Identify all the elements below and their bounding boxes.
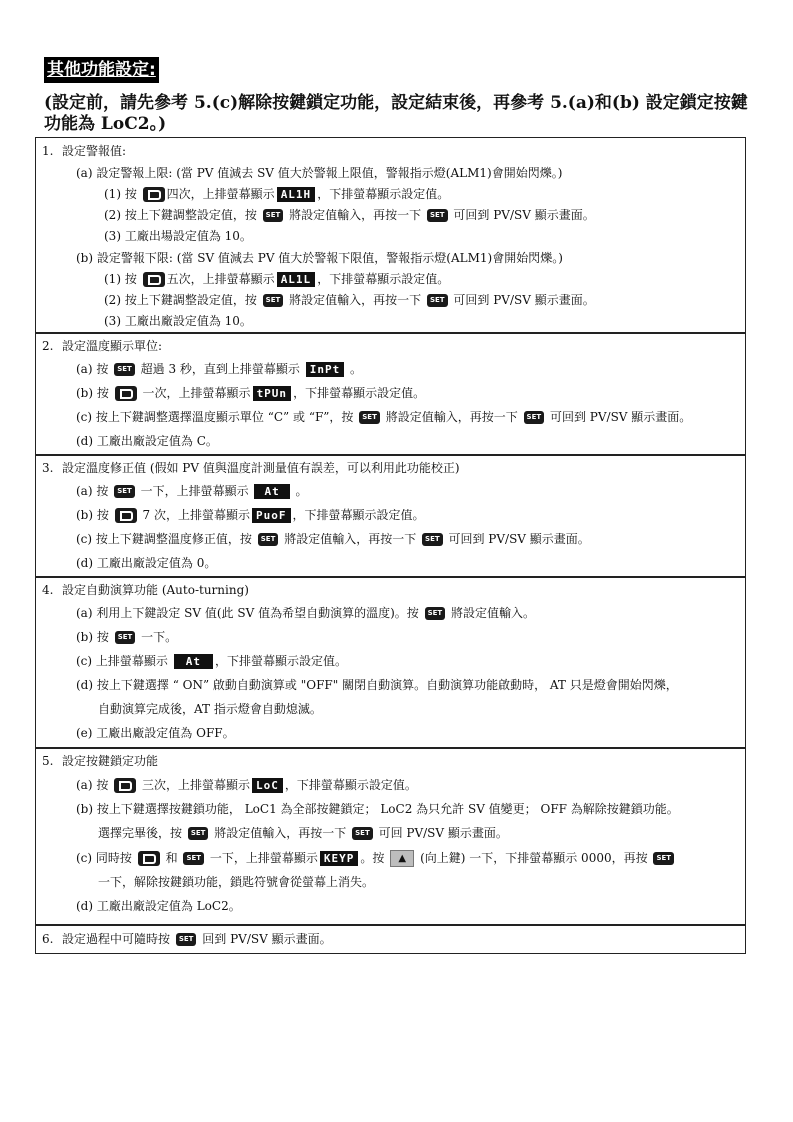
section-heading: 設定溫度修正值 (假如 PV 值與溫度計測量值有誤差，可以利用此功能校正) <box>62 461 460 475</box>
lcd-display: At <box>174 654 213 669</box>
set-key-icon: SET <box>653 852 674 865</box>
section-4: 4. 設定自動演算功能 (Auto-turning) (a) 利用上下鍵設定 SV 值(此 SV 值為希望自動演算的溫度)。按 SET 將設定值輸入。 (b) 按 SET 一下。 (c) 上排螢幕顯示 At ，下排螢幕顯示設定值。 (d) 按上下鍵選擇 “ ON” 啟動自動演算或 "OFF" 關閉自動演算。自動演算功能啟動時， AT 只是燈會開始閃爍， 自動演算完成後，AT 指示燈會自動熄滅。 (e) 工廠出廠設定值為 OFF。 <box>35 576 746 749</box>
lcd-display: InPt <box>306 362 345 377</box>
set-key-icon: SET <box>524 411 545 424</box>
page-title: 其他功能設定: <box>44 57 159 83</box>
set-key-icon: SET <box>352 827 373 840</box>
set-key-icon: SET <box>427 209 448 222</box>
lcd-display: AL1H <box>277 187 316 202</box>
section-heading: 設定溫度顯示單位: <box>62 339 163 353</box>
instruction-text: 設定警報下限: (當 SV 值減去 PV 值大於警報下限值，警報指示燈(ALM1)會開始閃爍。) <box>96 251 563 265</box>
return-key-icon <box>143 187 165 202</box>
set-key-icon: SET <box>114 485 135 498</box>
set-key-icon: SET <box>188 827 209 840</box>
return-key-icon <box>143 272 165 287</box>
section-1: 1. 設定警報值: (a) 設定警報上限: (當 PV 值減去 SV 值大於警報上限值，警報指示燈(ALM1)會開始閃爍。) (1) 按 四次，上排螢幕顯示 AL1H ，下排螢幕顯示設定值。 (2) 按上下鍵調整設定值，按 SET 將設定值輸入，再按一下 SET 可回到 PV/SV 顯示畫面。 (3) 工廠出場設定值為 10。 (b) 設定警報下限: (當 SV 值減去 PV 值大於警報下限值，警報指示燈(ALM1)會開始閃爍。) (1) 按 五次，上排螢幕顯示 AL1L ，下排螢幕顯示設定值。 (2) 按上下鍵調整設定值，按 SET 將設定值輸入，再按一下 SET 可回到 PV/SV 顯示畫面。 (3) 工廠出廠設定值為 10。 <box>35 137 746 334</box>
lcd-display: KEYP <box>320 851 359 866</box>
section-2: 2. 設定溫度顯示單位: (a) 按 SET 超過 3 秒，直到上排螢幕顯示 InPt 。 (b) 按 一次，上排螢幕顯示 tPUn ，下排螢幕顯示設定值。 (c) 按上下鍵調整選擇溫度顯示單位 “C” 或 “F”，按 SET 將設定值輸入，再按一下 SET 可回到 PV/SV 顯示畫面。 (d) 工廠出廠設定值為 C。 <box>35 332 746 456</box>
return-key-icon <box>114 778 136 793</box>
set-key-icon: SET <box>359 411 380 424</box>
instruction-text: 設定警報上限: (當 PV 值減去 SV 值大於警報上限值，警報指示燈(ALM1)會開始閃爍。) <box>96 166 563 180</box>
set-key-icon: SET <box>176 933 197 946</box>
set-key-icon: SET <box>422 533 443 546</box>
return-key-icon <box>115 508 137 523</box>
set-key-icon: SET <box>263 209 284 222</box>
page-subtitle: (設定前，請先參考 5.(c)解除按鍵鎖定功能，設定結束後，再參考 5.(a)和(b) 設定鎖定按鍵功能為 LoC2。) <box>44 93 748 134</box>
section-6: 6. 設定過程中可隨時按 SET 回到 PV/SV 顯示畫面。 <box>35 924 746 954</box>
set-key-icon: SET <box>263 294 284 307</box>
section-heading: 設定自動演算功能 (Auto-turning) <box>62 583 249 597</box>
lcd-display: At <box>254 484 289 499</box>
lcd-display: tPUn <box>253 386 292 401</box>
section-5: 5. 設定按鍵鎖定功能 (a) 按 三次，上排螢幕顯示 LoC ，下排螢幕顯示設定值。 (b) 按上下鍵選擇按鍵鎖功能， LoC1 為全部按鍵鎖定； LoC2 為只允許 SV 值變更； OFF 為解除按鍵鎖功能。 選擇完畢後，按 SET 將設定值輸入，再按一下 SET 可回 PV/SV 顯示畫面。 (c) 同時按 和 SET 一下，上排螢幕顯示 KEYP 。按 ▲ (向上鍵) 一下，下排螢幕顯示 0000，再按 SET 一下，解除按鍵鎖功能，鎖匙符號會從螢幕上消失。 (d) 工廠出廠設定值為 LoC2。 <box>35 747 746 926</box>
set-key-icon: SET <box>258 533 279 546</box>
section-3: 3. 設定溫度修正值 (假如 PV 值與溫度計測量值有誤差，可以利用此功能校正) (a) 按 SET 一下，上排螢幕顯示 At 。 (b) 按 7 次，上排螢幕顯示 PuoF ，下排螢幕顯示設定值。 (c) 按上下鍵調整溫度修正值，按 SET 將設定值輸入，再按一下 SET 可回到 PV/SV 顯示畫面。 (d) 工廠出廠設定值為 0。 <box>35 454 746 578</box>
section-heading: 設定警報值: <box>62 144 127 158</box>
set-key-icon: SET <box>427 294 448 307</box>
return-key-icon <box>115 386 137 401</box>
set-key-icon: SET <box>425 607 446 620</box>
lcd-display: PuoF <box>252 508 291 523</box>
set-key-icon: SET <box>115 631 136 644</box>
set-key-icon: SET <box>183 852 204 865</box>
return-key-icon <box>138 851 160 866</box>
section-heading: 設定按鍵鎖定功能 <box>62 754 159 768</box>
set-key-icon: SET <box>114 363 135 376</box>
lcd-display: LoC <box>252 778 283 793</box>
lcd-display: AL1L <box>277 272 316 287</box>
up-arrow-key-icon: ▲ <box>390 850 414 867</box>
